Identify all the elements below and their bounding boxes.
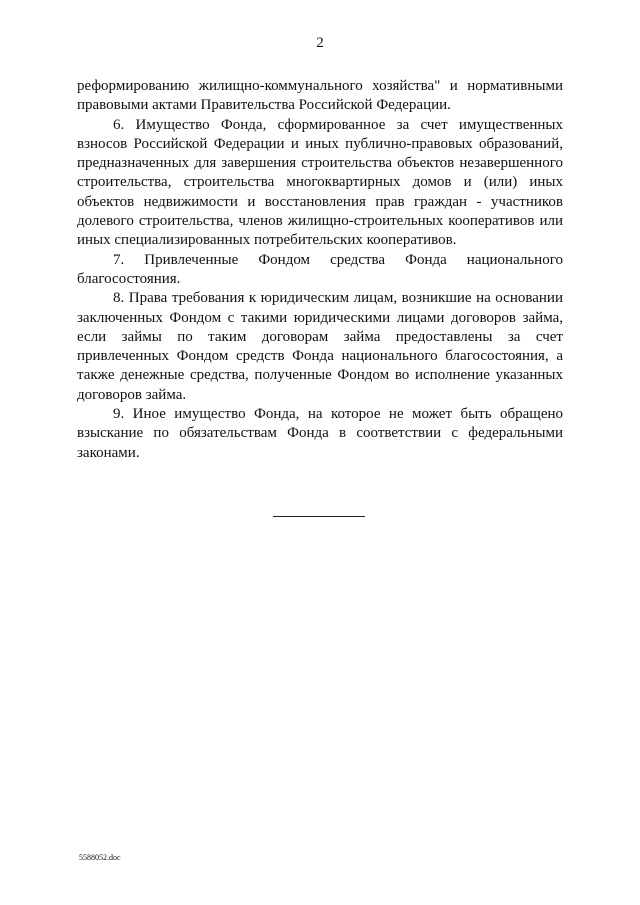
paragraph-continuation: реформированию жилищно-коммунального хозяйства" и нормативными правовыми актами Правительства Российской Федерации.	[77, 78, 563, 114]
end-of-document-rule	[273, 516, 365, 517]
document-body	[77, 77, 563, 463]
paragraph-item-6: 6. Имущество Фонда, сформированное за счет имущественных взносов Российской Федерации и иных публично-правовых образований, предназначенных для завершения строительства объектов незавершенного строительства, строительства многоквартирных домов и (или) иных объектов недвижимости и восстановления прав граждан - участников долевого строительства, членов жилищно-строительных кооперативов или иных специализированных потребительских кооперативов.	[77, 116, 563, 249]
footer-file-name: 5588052.doc	[79, 853, 121, 862]
page-number: 2	[316, 35, 324, 51]
paragraph-item-8: 8. Права требования к юридическим лицам, возникшие на основании заключенных Фондом с такими юридическими лицами договоров займа, если займы по таким договорам займа предоставлены за счет привлеченных Фондом средств Фонда национального благосостояния, а также денежные средства, полученные Фондом во исполнение указанных договоров займа.	[77, 290, 563, 403]
paragraph-item-9: 9. Иное имущество Фонда, на которое не может быть обращено взыскание по обязательствам Фонда в соответствии с федеральными законами.	[77, 406, 563, 461]
paragraph-item-7: 7. Привлеченные Фондом средства Фонда национального благосостояния.	[77, 251, 563, 287]
